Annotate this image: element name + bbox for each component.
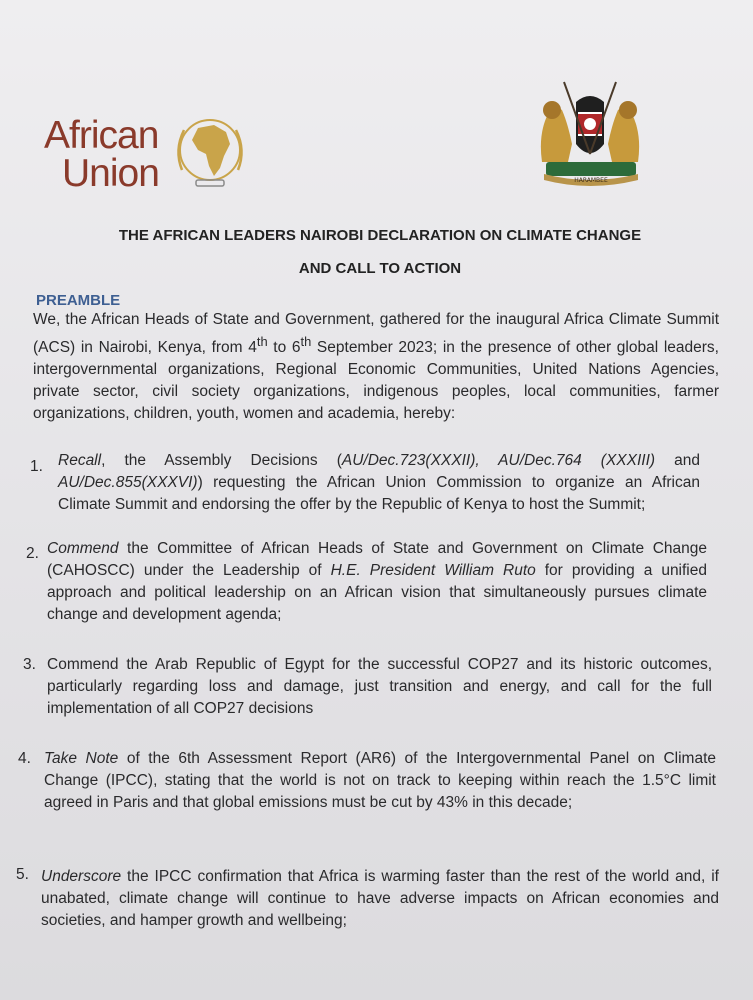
declaration-item [58, 450, 700, 516]
item-text: Commend the Arab Republic of Egypt for the successful COP27 and its historic outcomes, particularly regarding loss and damage, just transition and energy, and call for the full implementation of all COP27 decisions [47, 656, 712, 717]
kenya-motto: HARAMBEE [574, 177, 608, 184]
preamble-paragraph [33, 309, 719, 425]
item-emphasis-text: AU/Dec.723(XXXII), AU/Dec.764 (XXXIII) [341, 452, 656, 469]
item-text: the Committee of African Heads of State and Government on Climate Change (CAHOSCC) under the Leadership of [47, 540, 707, 579]
item-number: 2. [26, 545, 39, 562]
item-number: 3. [23, 656, 36, 673]
item-emphasis-text: H.E. President William Ruto [330, 562, 536, 579]
document-title-line-2: AND CALL TO ACTION [298, 260, 462, 277]
item-text: and [655, 452, 700, 469]
preamble-sup-1: th [256, 334, 268, 349]
declaration-item [47, 654, 712, 720]
african-union-logo [40, 108, 255, 193]
item-text: ) requesting the African Union Commission to organize an African Climate Summit and endorsing the offer by the Republic of Kenya to host the Summit; [58, 474, 700, 513]
preamble-sup-2: th [300, 334, 312, 349]
item-emphasis-text: Take Note [44, 750, 119, 767]
item-emphasis-text: Recall [58, 452, 102, 469]
item-text: for providing a unified approach and political leadership on an African vision that simultaneously pursues climate change and development agenda; [47, 562, 707, 623]
kenya-coat-of-arms-icon [528, 74, 653, 186]
item-emphasis-text: Commend [47, 540, 119, 557]
item-number: 5. [16, 866, 29, 883]
preamble-text-a: We, the African Heads of State and Government, gathered for the inaugural Africa Climate Summit (ACS) in Nairobi, Kenya, from 4 [33, 311, 719, 357]
au-emblem-icon [168, 110, 252, 194]
item-text: the IPCC confirmation that Africa is warming faster than the rest of the world and, if unabated, climate change will continue to have adverse impacts on African economies and societies, and hamper growth and wellbeing; [41, 868, 719, 929]
au-logo-word-union: Union [62, 152, 159, 195]
declaration-item [44, 748, 716, 814]
preamble-text-b: to 6 [267, 339, 301, 357]
au-logo-word-african: African [44, 114, 159, 157]
item-text: , the Assembly Decisions ( [101, 452, 342, 469]
preamble-heading: PREAMBLE [36, 292, 121, 309]
item-emphasis-text: AU/Dec.855(XXXVI) [58, 474, 198, 491]
item-text: of the 6th Assessment Report (AR6) of the Intergovernmental Panel on Climate Change (IPCC), stating that the world is not on track to keeping within reach the 1.5°C limit agreed in Paris and that global emissions must be cut by 43% in this decade; [44, 750, 716, 811]
item-emphasis-text: Underscore [41, 868, 122, 885]
item-number: 4. [18, 750, 31, 767]
item-number: 1. [30, 458, 43, 475]
declaration-item [47, 538, 707, 626]
declaration-item [41, 866, 719, 932]
preamble-text-c: September 2023; in the presence of other global leaders, intergovernmental organizations, Regional Economic Communities, United Nations Agencies, private sector, civil society organizations, indigenous peoples, local communities, farmer organizations, children, youth, women and academia, hereby: [33, 339, 719, 423]
document-title-line-1: THE AFRICAN LEADERS NAIROBI DECLARATION ON CLIMATE CHANGE [118, 227, 642, 244]
